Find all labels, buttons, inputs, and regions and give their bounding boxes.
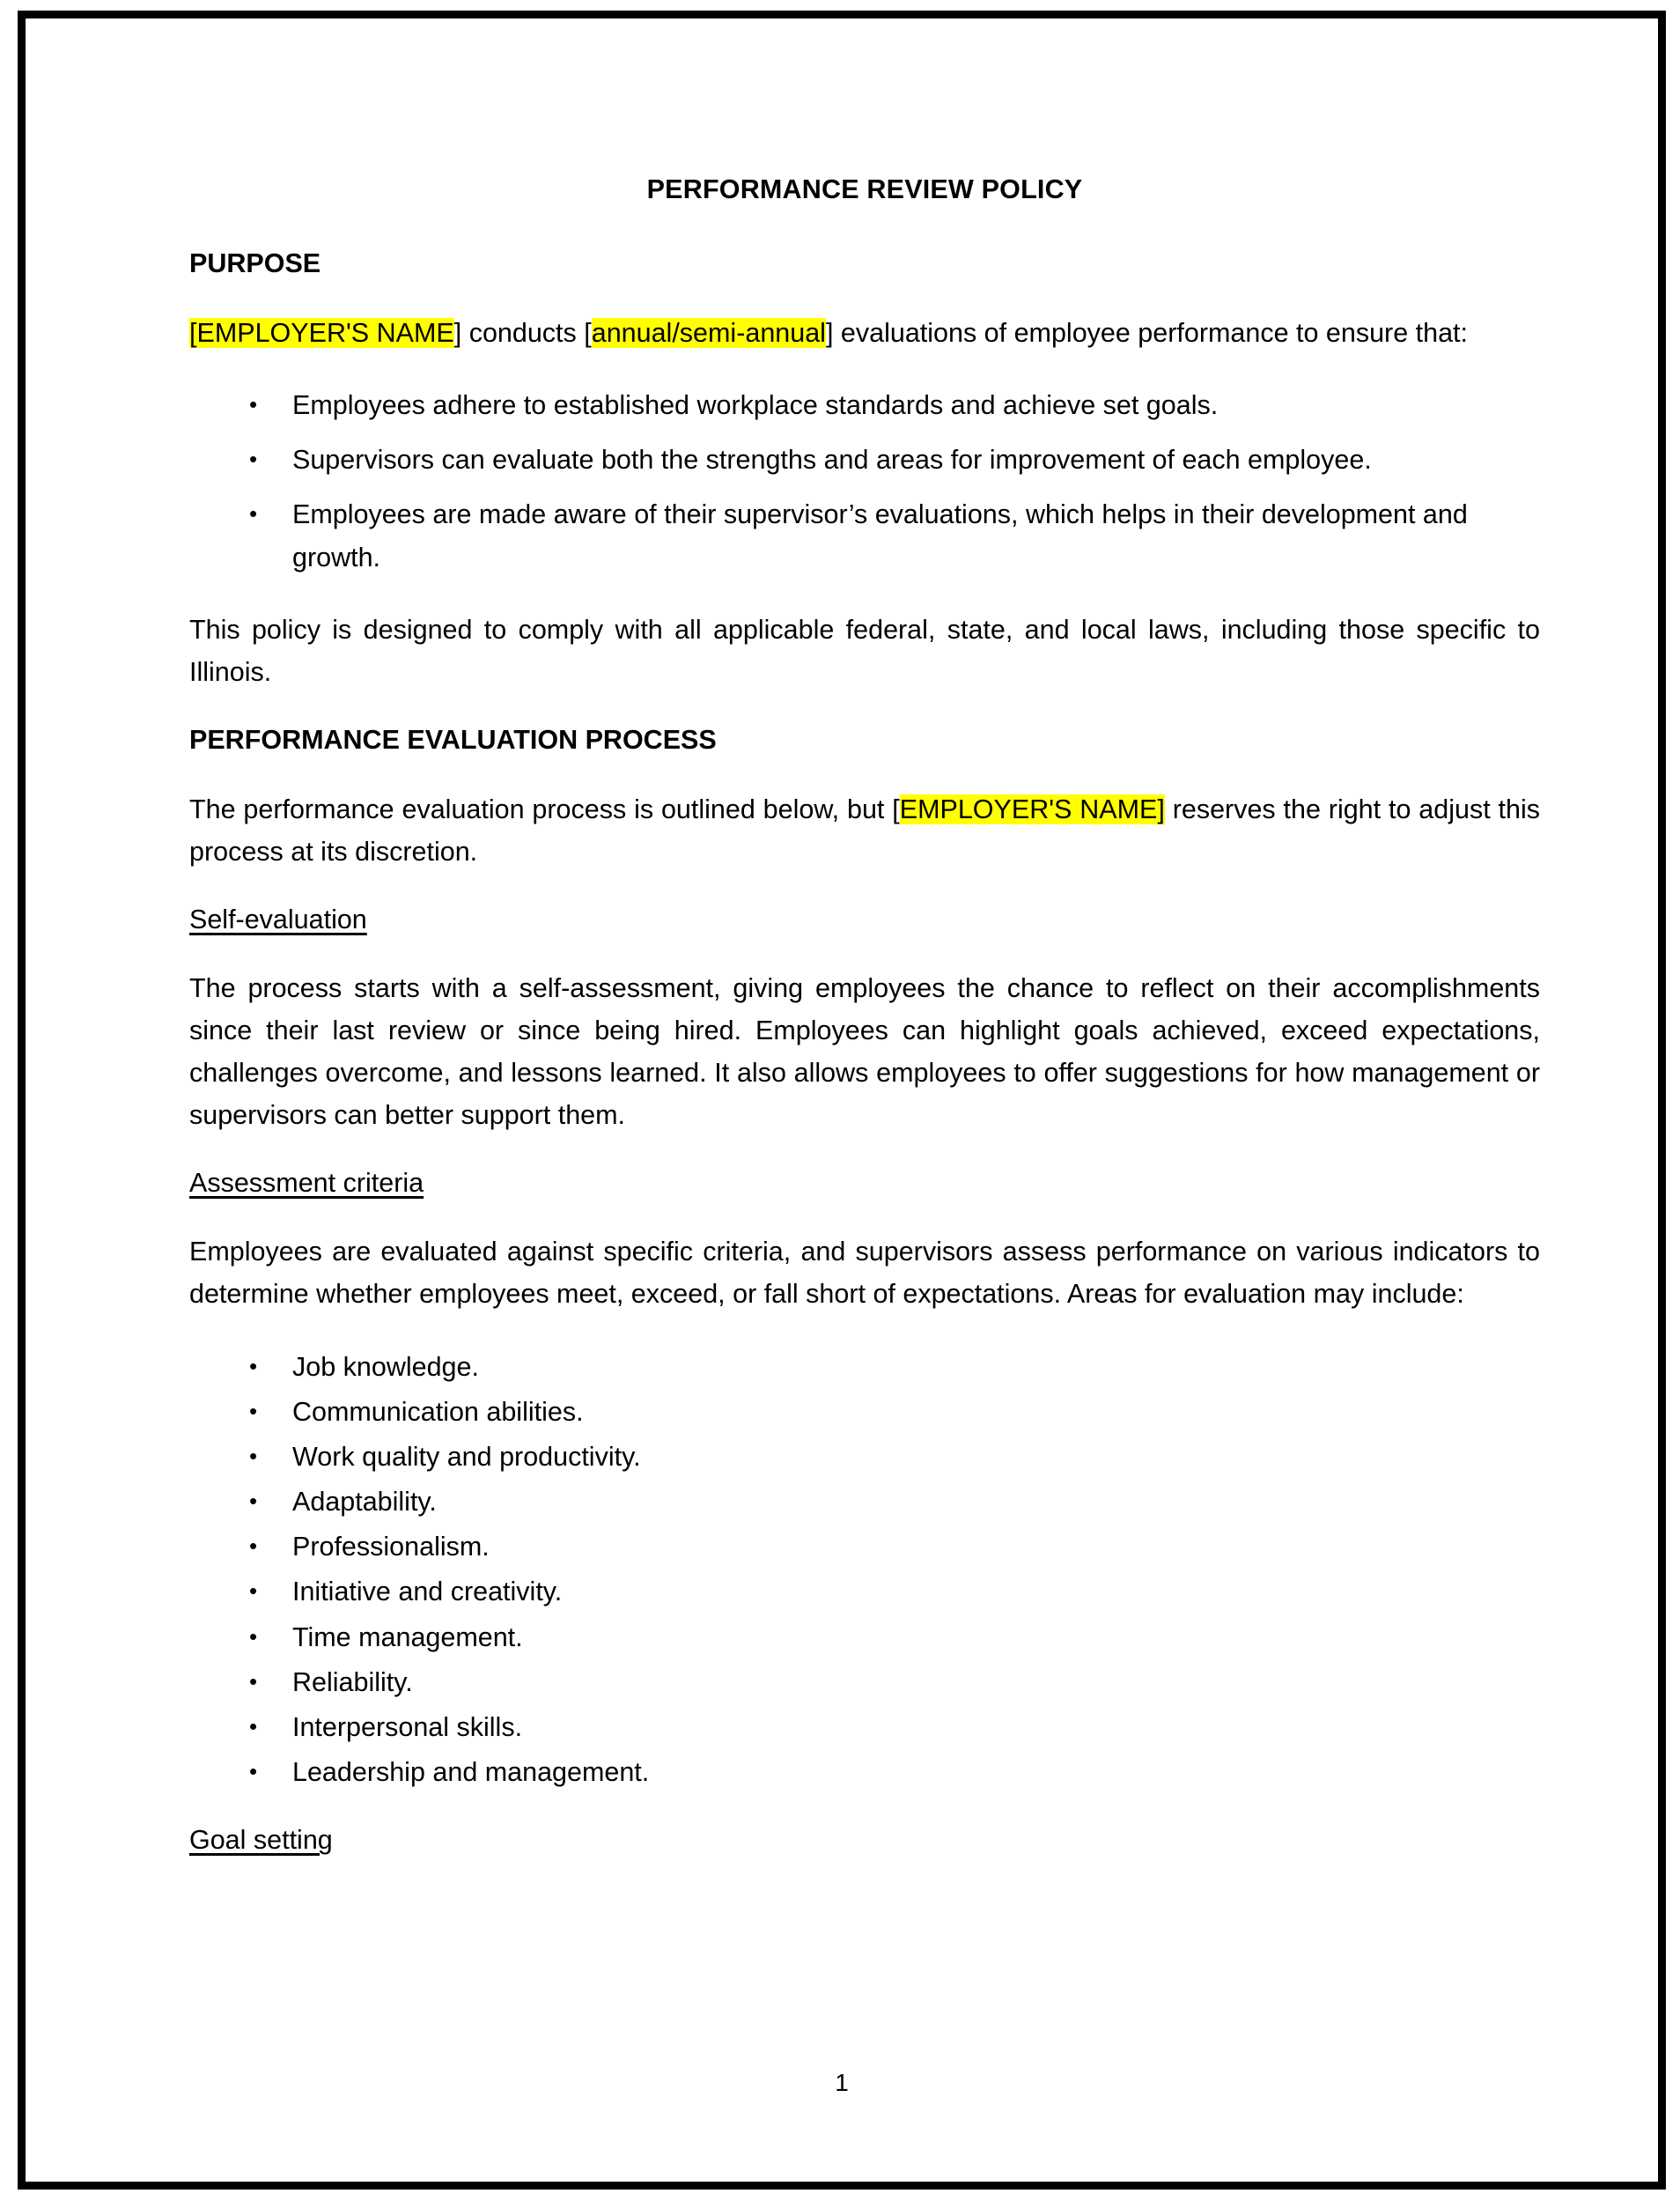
heading-goal-setting-text: Goal setting xyxy=(189,1825,333,1856)
page-number: 1 xyxy=(835,2069,849,2096)
list-item-text: Reliability. xyxy=(292,1666,413,1697)
purpose-intro-mid: ] conducts [ xyxy=(453,317,592,348)
list-item xyxy=(189,439,1540,481)
list-item xyxy=(189,1436,1540,1478)
list-item xyxy=(189,1751,1540,1793)
open-bracket-1: [ xyxy=(189,317,197,348)
assessment-criteria-list xyxy=(189,1346,1540,1794)
list-item xyxy=(189,1346,1540,1388)
list-item xyxy=(189,1661,1540,1703)
frequency-placeholder: annual/semi-annual xyxy=(591,317,826,348)
heading-self-evaluation-text: Self-evaluation xyxy=(189,905,367,935)
list-item-text: Supervisors can evaluate both the strengths and areas for improvement of each employee. xyxy=(292,445,1372,476)
list-item xyxy=(189,1525,1540,1568)
heading-self-evaluation xyxy=(189,903,1540,938)
list-item-text: Communication abilities. xyxy=(292,1396,584,1427)
employer-name-text-1: EMPLOYER'S NAME xyxy=(196,317,454,348)
purpose-intro-tail: ] evaluations of employee performance to ensure that: xyxy=(825,317,1468,348)
heading-assessment-criteria xyxy=(189,1166,1540,1201)
purpose-bullet-list xyxy=(189,384,1540,579)
employer-name-placeholder-2: EMPLOYER'S NAME] xyxy=(899,794,1165,824)
list-item-text: Professionalism. xyxy=(292,1532,490,1562)
self-evaluation-paragraph: The process starts with a self-assessment, giving employees the chance to reflect on their accomplishments since their last review or since being hired. Employees can highlight goals achieved, exceed expectations, challenges overcome, and lessons learned. It also allows employees to offer suggestions for how management or supervisors can better support them. xyxy=(189,972,1540,1131)
evaluation-intro-lead: The performance evaluation process is outlined below, but [ xyxy=(189,794,900,824)
list-item-text: Employees adhere to established workplace standards and achieve set goals. xyxy=(292,389,1219,420)
list-item xyxy=(189,1616,1540,1658)
employer-name-placeholder-1 xyxy=(189,318,454,348)
heading-assessment-criteria-text: Assessment criteria xyxy=(189,1168,424,1199)
list-item-text: Time management. xyxy=(292,1621,523,1652)
list-item-text: Leadership and management. xyxy=(292,1757,650,1788)
page-frame xyxy=(18,11,1666,2190)
compliance-paragraph: This policy is designed to comply with all applicable federal, state, and local laws, including those specific to Illinois. xyxy=(189,614,1540,687)
heading-purpose: PURPOSE xyxy=(189,248,321,279)
assessment-criteria-paragraph: Employees are evaluated against specific criteria, and supervisors assess performance on various indicators to determine whether employees meet, exceed, or fall short of expectations. Areas for evaluation may include: xyxy=(189,1237,1540,1310)
document-body xyxy=(189,173,1540,1887)
list-item xyxy=(189,1570,1540,1613)
list-item xyxy=(189,1391,1540,1433)
list-item-text: Work quality and productivity. xyxy=(292,1441,641,1472)
list-item-text: Job knowledge. xyxy=(292,1351,479,1382)
heading-goal-setting xyxy=(189,1823,1540,1858)
page-title: PERFORMANCE REVIEW POLICY xyxy=(646,174,1083,204)
evaluation-process-intro-paragraph xyxy=(189,788,1540,873)
evaluation-intro-tail: reserves the right to adjust this process at its discretion. xyxy=(189,794,1540,867)
list-item-text: Initiative and creativity. xyxy=(292,1577,563,1607)
list-item xyxy=(189,493,1540,578)
purpose-intro-paragraph xyxy=(189,312,1540,354)
list-item xyxy=(189,384,1540,426)
list-item-text: Employees are made aware of their supervisor’s evaluations, which helps in their development and growth. xyxy=(292,499,1468,572)
list-item-text: Interpersonal skills. xyxy=(292,1712,523,1742)
heading-performance-evaluation-process: PERFORMANCE EVALUATION PROCESS xyxy=(189,725,717,756)
list-item xyxy=(189,1481,1540,1523)
list-item xyxy=(189,1706,1540,1748)
list-item-text: Adaptability. xyxy=(292,1487,437,1518)
